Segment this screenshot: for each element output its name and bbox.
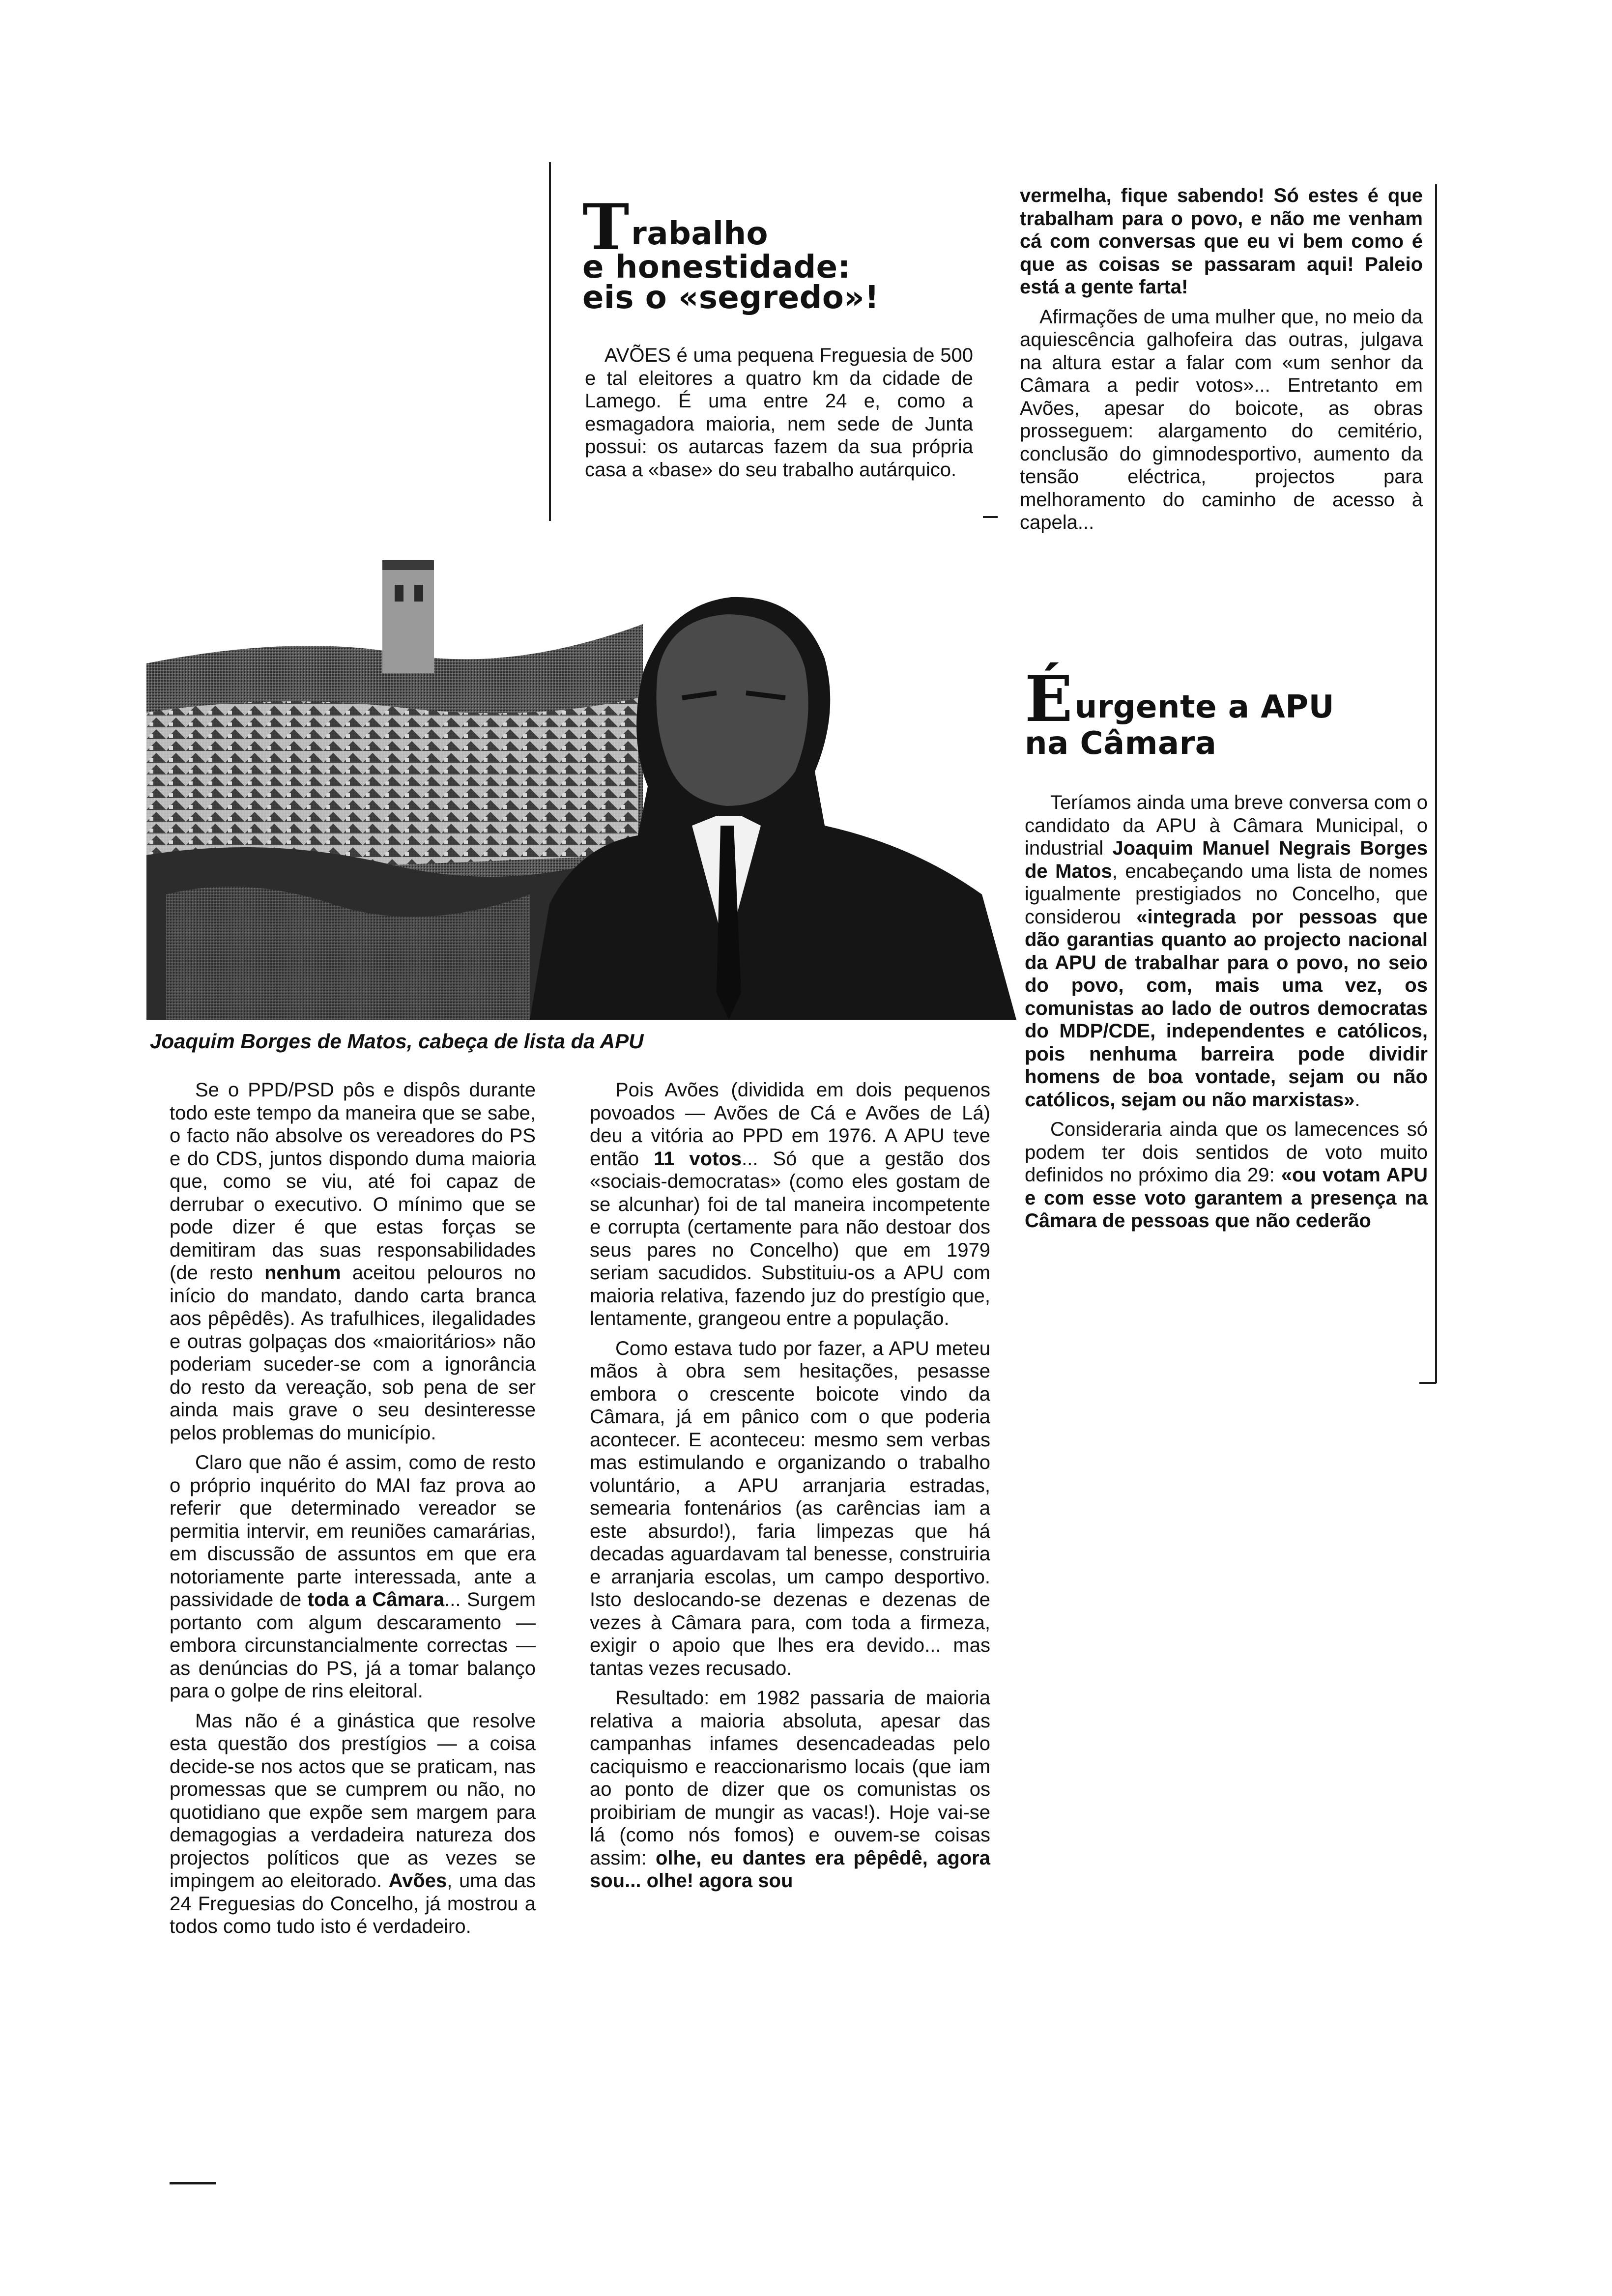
col1-paragraph-2: Claro que não é assim, como de resto o próprio inquérito do MAI faz prova ao referir que determinado vereador se permitia intervir, em reuniões camarárias, em discussão de assuntos em que era notoriamente parte interessada, ante a passividade de toda a Câmara... Surgem portanto com algum descaramento — embora circunstancialmente correctas — as denúncias do PS, já a tomar balanço para o golpe de rins eleitoral. [170,1452,536,1702]
headline2-dropcap: É [1025,662,1073,736]
column-rule-right [1435,184,1437,1383]
col2-paragraph-3: Resultado: em 1982 passaria de maioria relativa a maioria absoluta, apesar das campanhas infames desencadeadas pelo caciquismo e reaccionarismo locais (que iam ao ponto de dizer que os comunistas os proibiriam de mungir as vacas!). Hoje vai-se lá (como nós fomos) e ouvem-se coisas assim: olhe, eu dantes era pêpêdê, agora sou... olhe! agora sou [590,1687,990,1892]
column-2 [590,1079,990,1899]
photo-image [146,550,1016,1020]
rule-mark-intro [983,516,998,518]
headline-dropcap: T [582,191,630,264]
col3-continuation: Afirmações de uma mulher que, no meio da aquiescência galhofeira das outras, julgava na altura estar a falar com «um senhor da Câmara a pedir votos»... Entretanto em Avões, apesar do boicote, as obras prosseguem: alargamento do cemitério, conclusão do gimnodesportivo, aumento da tensão eléctrica, projectos para melhoramento do caminho de acesso à capela... [1020,306,1423,533]
headline-line-3: eis o «segredo»! [582,280,879,316]
column-rule-left [549,162,551,521]
col2-paragraph-2: Como estava tudo por fazer, a APU meteu mãos à obra sem hesitações, pesasse embora o crescente boicote vindo da Câmara, já em pânico com o que poderia acontecer. E aconteceu: mesmo sem verbas mas estimulando e organizando o trabalho voluntário, a APU arranjaria estradas, semearia fontenários (as carências iam a este absurdo!), faria limpezas que há decadas aguardavam tal benesse, construiria e arranjaria escolas, um campo desportivo. Isto deslocando-se dezenas e dezenas de vezes à Câmara para, com toda a firmeza, exigir o apoio que lhes era devido... mas tantas vezes recusado. [590,1337,990,1679]
col3-quote: vermelha, fique sabendo! Só estes é que trabalham para o povo, e não me venham cá com conversas que eu vi bem como é que as coisas se passaram aqui! Paleio está a gente farta! [1020,185,1423,298]
col1-paragraph-3: Mas não é a ginástica que resolve esta questão dos prestígios — a coisa decide-se nos actos que se praticam, nas promessas que se cumprem ou não, no quotidiano que expõe sem margem para demagogias a verdadeira natureza dos projectos políticos que as vezes se impingem ao eleitorado. Avões, uma das 24 Freguesias do Concelho, já mostrou a todos como tudo isto é verdadeiro. [170,1710,536,1937]
rule-mark-right [1419,1382,1436,1384]
intro-text: AVÕES é uma pequena Freguesia de 500 e tal eleitores a quatro km da cidade de Lamego. É uma entre 24 e, como a esmagadora maioria, nem sede de Junta possui: os autarcas fazem da sua própria casa a «base» do seu trabalho autárquico. [585,344,973,481]
headline2-line-2: na Câmara [1025,725,1217,762]
col1-paragraph-1: Se o PPD/PSD pôs e dispôs durante todo este tempo da maneira que se sabe, o facto não absolve os vereadores do PS e do CDS, juntos dispondo duma maioria que, como se viu, até foi capaz de derrubar o executivo. O mínimo que se pode dizer é que estas forças se demitiram das suas responsabilidades (de resto nenhum aceitou pelouros no início do mandato, dando carta branca aos pêpêdês). As trafulhices, ilegalidades e outras golpaças dos «maioritários» não poderiam suceder-se com a ignorância do resto da vereação, sob pena de ser ainda mais grave o seu desinteresse pelos problemas do município. [170,1079,536,1444]
headline-line-2: e honestidade: [582,249,851,286]
headline-trabalho [582,191,985,316]
col3-paragraph-2: Consideraria ainda que os lamecences só podem ter dois sentidos de voto muito definidos no próximo dia 29: «ou votam APU e com esse voto garantem a presença na Câmara de pessoas que não cederão [1025,1119,1428,1232]
photo-caption: Joaquim Borges de Matos, cabeça de lista da APU [150,1030,644,1053]
photo-candidate [146,550,1016,1020]
col3-paragraph-1: Teríamos ainda uma breve conversa com o candidato da APU à Câmara Municipal, o industrial Joaquim Manuel Negrais Borges de Matos, encabeçando uma lista de nomes igualmente prestigiados no Concelho, que considerou «integrada por pessoas que dão garantias quanto ao projecto nacional da APU de trabalhar para o povo, no seio do povo, com, mais uma vez, os comunistas ao lado de outros democratas do MDP/CDE, independentes e católicos, pois nenhuma barreira pode dividir homens de boa vontade, sejam ou não católicos, sejam ou não marxistas». [1025,792,1428,1111]
headline2-line-1: urgente a APU [1074,689,1335,725]
headline-urgente [1025,662,1428,762]
end-rule [170,2182,216,2184]
col2-paragraph-1: Pois Avões (dividida em dois pequenos povoados — Avões de Cá e Avões de Lá) deu a vitória ao PPD em 1976. A APU teve então 11 votos... Só que a gestão dos «sociais-democratas» (como eles gostam de se alcunhar) foi de tal maneira incompetente e corrupta (certamente para não destoar dos seus pares no Concelho) que em 1979 seriam sacudidos. Substituiu-os a APU com maioria relativa, fazendo juz do prestígio que, lentamente, grangeou entre a população. [590,1079,991,1329]
column-1 [170,1079,536,1945]
column-3-top [1020,184,1423,541]
headline-line-1: rabalho [631,216,768,252]
intro-paragraph [585,344,973,488]
column-3-bottom [1025,791,1428,1239]
